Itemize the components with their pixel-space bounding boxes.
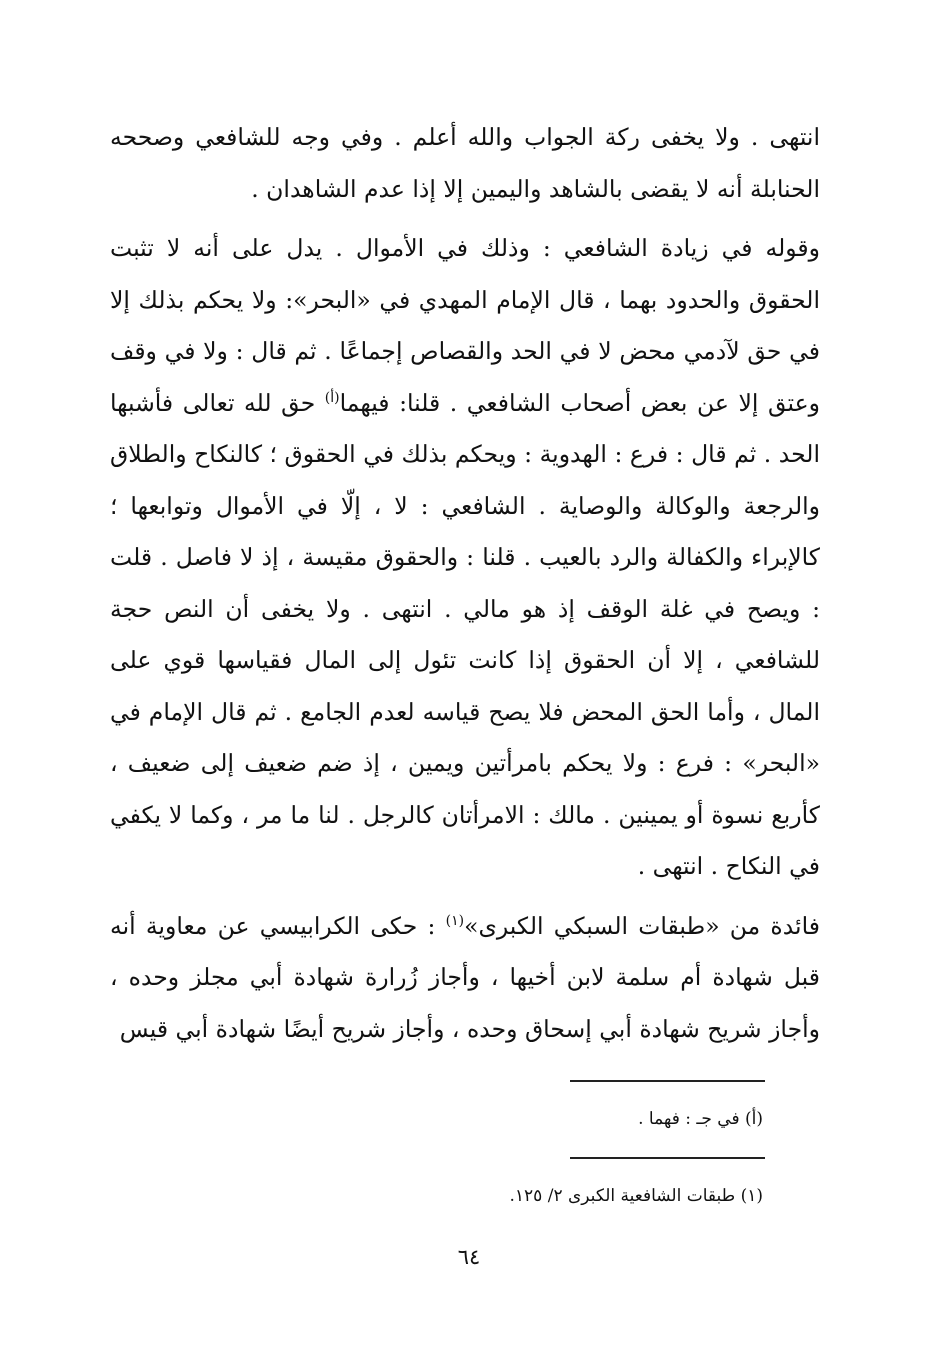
paragraph-2 <box>110 223 820 893</box>
footnote-marker-1: (١) <box>445 912 465 929</box>
paragraph-3 <box>110 901 820 1056</box>
footnote-marker-a: (أ) <box>324 389 340 406</box>
paragraph-1-text: انتهى . ولا يخفى ركة الجواب والله أعلم . وفي وجه للشافعي وصححه الحنابلة أنه لا يقضى بالشاهد واليمين إلا إذا عدم الشاهدان . <box>110 123 820 203</box>
main-text <box>110 112 820 1055</box>
footnote-source-citation: (١) طبقات الشافعية الكبرى ٢/ ١٢٥. <box>509 1186 763 1206</box>
paragraph-3-text-start: فائدة من «طبقات السبكي الكبرى» <box>464 911 820 940</box>
paragraph-2-text-end: حق لله تعالى فأشبها الحد . ثم قال : فرع : الهدوية : ويحكم بذلك في الحقوق ؛ كالنكاح والطلاق والرجعة والوكالة والوصاية . الشافعي : لا ، إلّا في الأموال وتوابعها ؛ كالإبراء والكفالة والرد بالعيب . قلنا : والحقوق مقيسة ، إذ لا فاصل . قلت : ويصح في غلة الوقف إذ هو مالي . انتهى . ولا يخفى أن النص حجة للشافعي ، إلا أن الحقوق إذا كانت تئول إلى المال فقياسها قوي على المال ، وأما الحق المحض فلا يصح قياسه لعدم الجامع . ثم قال الإمام في «البحر» : فرع : ولا يحكم بامرأتين ويمين ، إذ ضم ضعيف إلى ضعيف ، كأربع نسوة أو يمينين . مالك : الامرأتان كالرجل . لنا ما مر ، وكما لا يكفي في النكاح . انتهى . <box>110 388 820 880</box>
footnote-separator-variant <box>570 1080 765 1082</box>
footnote-variant-reading: (أ) في جـ : فهما . <box>638 1109 763 1129</box>
page-number: ٦٤ <box>457 1245 481 1269</box>
paragraph-1 <box>110 112 820 215</box>
paragraph-3-text-end: : حكى الكرابيسي عن معاوية أنه قبل شهادة أم سلمة لابن أخيها ، وأجاز زُرارة شهادة أبي مجلز وحده ، وأجاز شريح شهادة أبي إسحاق وحده ، وأجاز شريح أيضًا شهادة أبي قيس <box>110 911 820 1043</box>
paragraph-2-text-start: وقوله في زيادة الشافعي : وذلك في الأموال . يدل على أنه لا تثبت الحقوق والحدود بهما ، قال الإمام المهدي في «البحر»: ولا يحكم بذلك إلا في حق لآدمي محض لا في الحد والقصاص إجماعًا . ثم قال : ولا في وقف وعتق إلا عن بعض أصحاب الشافعي . قلنا: فيهما <box>110 234 821 417</box>
footnote-separator-source <box>570 1157 765 1159</box>
